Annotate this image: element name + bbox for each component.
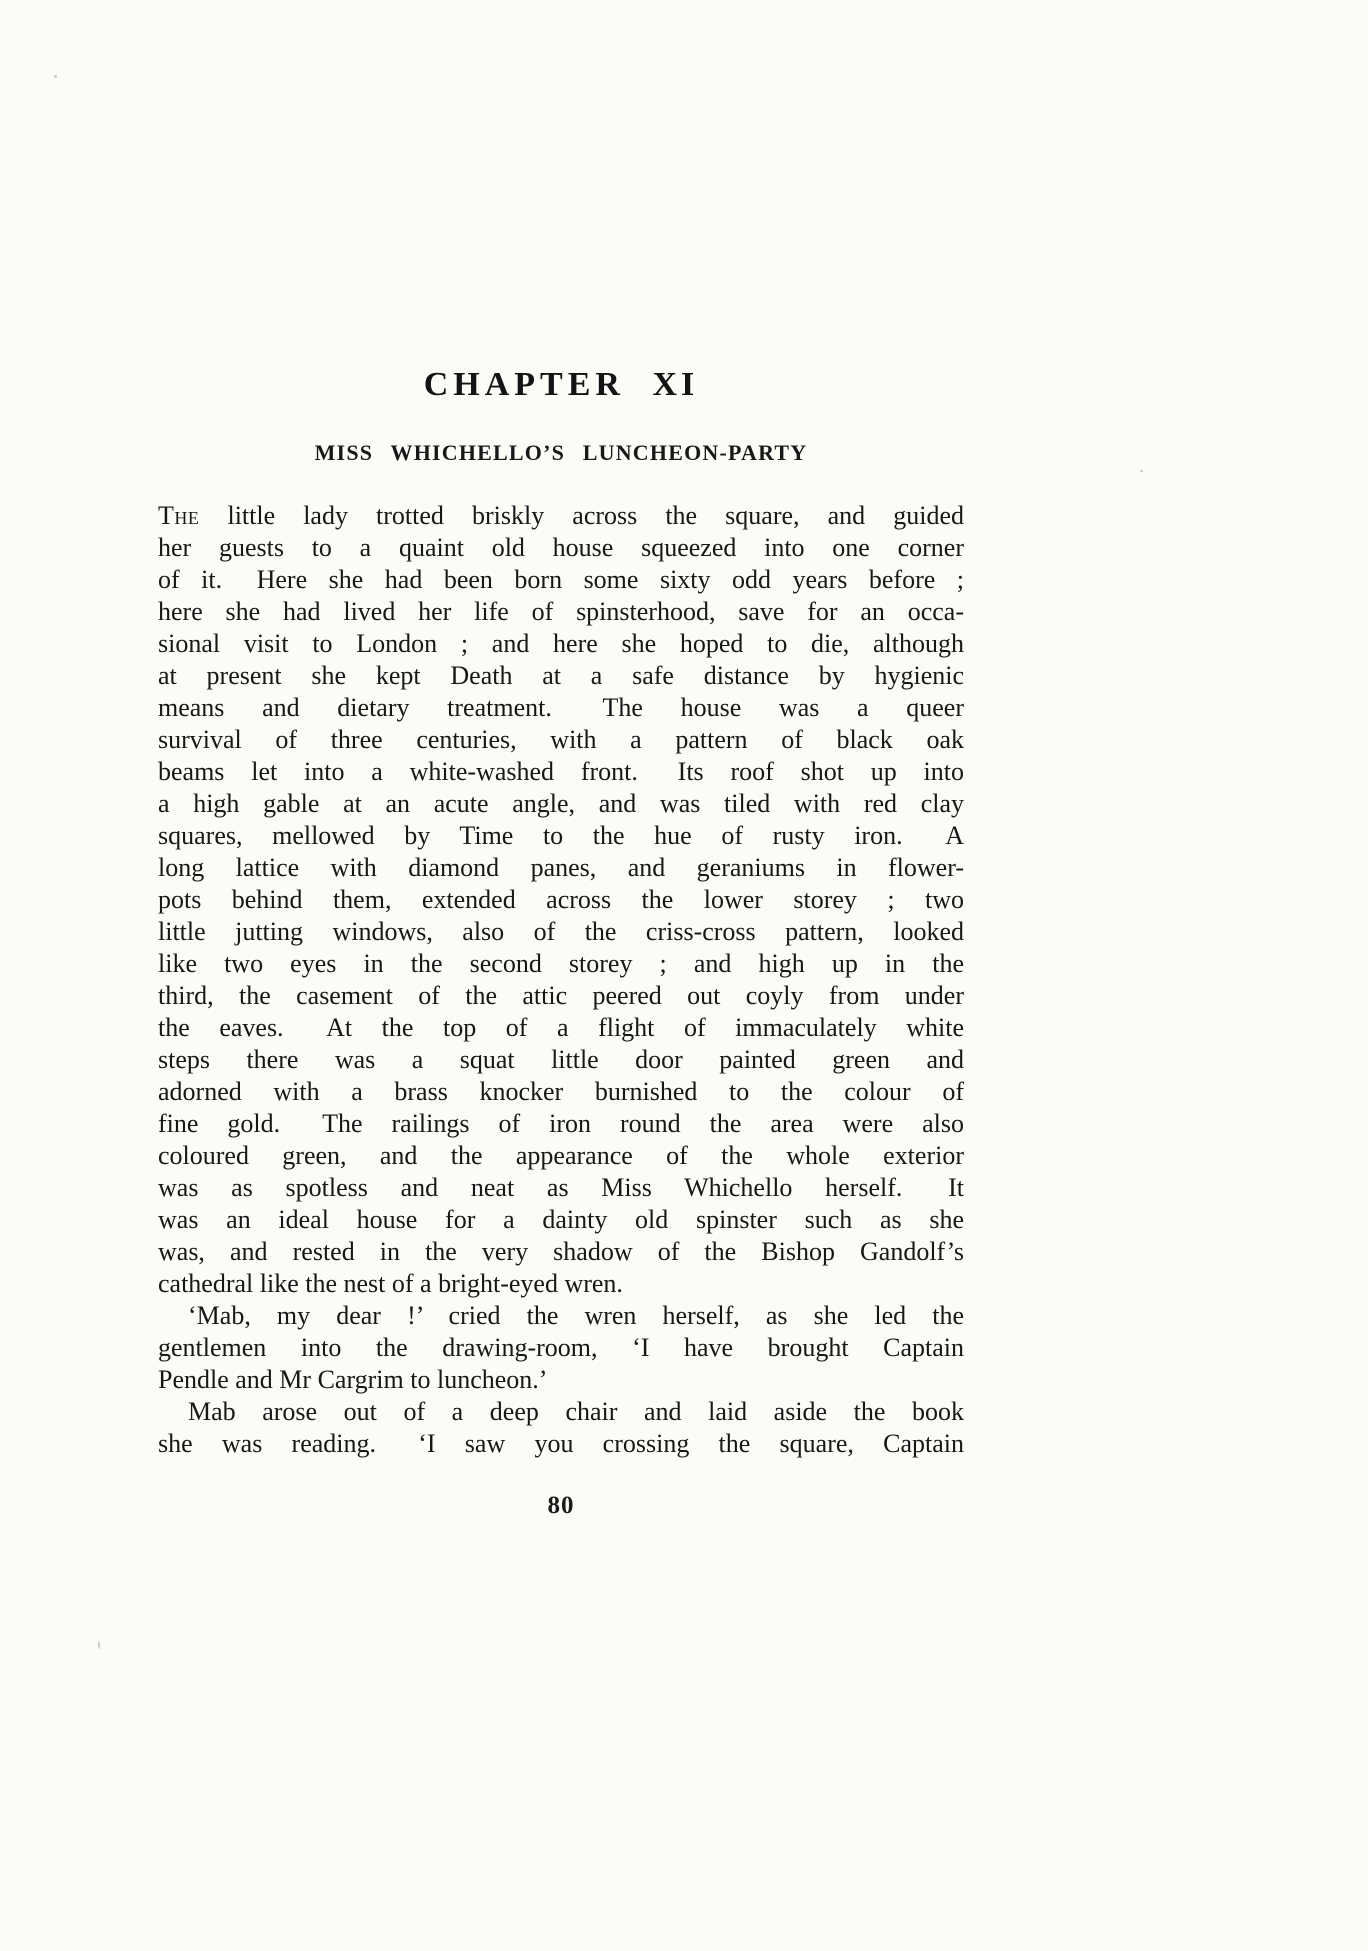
text-line: here she had lived her life of spinsterhood, save for an occa- <box>158 597 964 626</box>
scan-artifact <box>1140 470 1143 472</box>
text-line: fine gold. The railings of iron round the area were also <box>158 1109 964 1138</box>
text-line: was, and rested in the very shadow of the Bishop Gandolf’s <box>158 1237 964 1266</box>
text-line: The little lady trotted briskly across the square, and guided <box>158 501 964 530</box>
text-line: sional visit to London ; and here she hoped to die, although <box>158 629 964 658</box>
text-line: adorned with a brass knocker burnished to the colour of <box>158 1077 964 1106</box>
text-line: beams let into a white-washed front. Its roof shot up into <box>158 757 964 786</box>
text-line: a high gable at an acute angle, and was tiled with red clay <box>158 789 964 818</box>
body-text <box>158 500 964 1460</box>
text-line: third, the casement of the attic peered out coyly from under <box>158 981 964 1010</box>
text-line: ‘Mab, my dear !’ cried the wren herself, as she led the <box>188 1301 964 1330</box>
chapter-subtitle: MISS WHICHELLO’S LUNCHEON-PARTY <box>314 440 808 465</box>
text-block <box>158 366 964 1520</box>
text-line: she was reading. ‘I saw you crossing the square, Captain <box>158 1429 964 1458</box>
text-line: pots behind them, extended across the lower storey ; two <box>158 885 964 914</box>
text-line: squares, mellowed by Time to the hue of rusty iron. A <box>158 821 964 850</box>
chapter-title <box>158 366 964 404</box>
text-line: steps there was a squat little door painted green and <box>158 1045 964 1074</box>
text-line: was an ideal house for a dainty old spinster such as she <box>158 1205 964 1234</box>
scan-artifact <box>54 75 57 78</box>
page-number: 80 <box>547 1492 575 1519</box>
lead-word: The <box>158 501 200 530</box>
text-line: means and dietary treatment. The house was a queer <box>158 693 964 722</box>
text-line: at present she kept Death at a safe distance by hygienic <box>158 661 964 690</box>
text-line: the eaves. At the top of a flight of immaculately white <box>158 1013 964 1042</box>
text-line: her guests to a quaint old house squeezed into one corner <box>158 533 964 562</box>
text-line: was as spotless and neat as Miss Whichello herself. It <box>158 1173 964 1202</box>
chapter-number: XI <box>652 366 699 403</box>
text-line: survival of three centuries, with a pattern of black oak <box>158 725 964 754</box>
text-line: like two eyes in the second storey ; and high up in the <box>158 949 964 978</box>
scan-artifact <box>98 1641 100 1649</box>
text-line: long lattice with diamond panes, and geraniums in flower- <box>158 853 964 882</box>
text-line: Pendle and Mr Cargrim to luncheon.’ <box>158 1365 548 1394</box>
text-line: of it. Here she had been born some sixty odd years before ; <box>158 565 964 594</box>
chapter-label: CHAPTER <box>423 366 625 403</box>
text-line: Mab arose out of a deep chair and laid aside the book <box>188 1397 964 1426</box>
text-line: coloured green, and the appearance of the whole exterior <box>158 1141 964 1170</box>
text-line: cathedral like the nest of a bright-eyed wren. <box>158 1269 623 1298</box>
text-line: gentlemen into the drawing-room, ‘I have brought Captain <box>158 1333 964 1362</box>
text-line: little jutting windows, also of the criss-cross pattern, looked <box>158 917 964 946</box>
